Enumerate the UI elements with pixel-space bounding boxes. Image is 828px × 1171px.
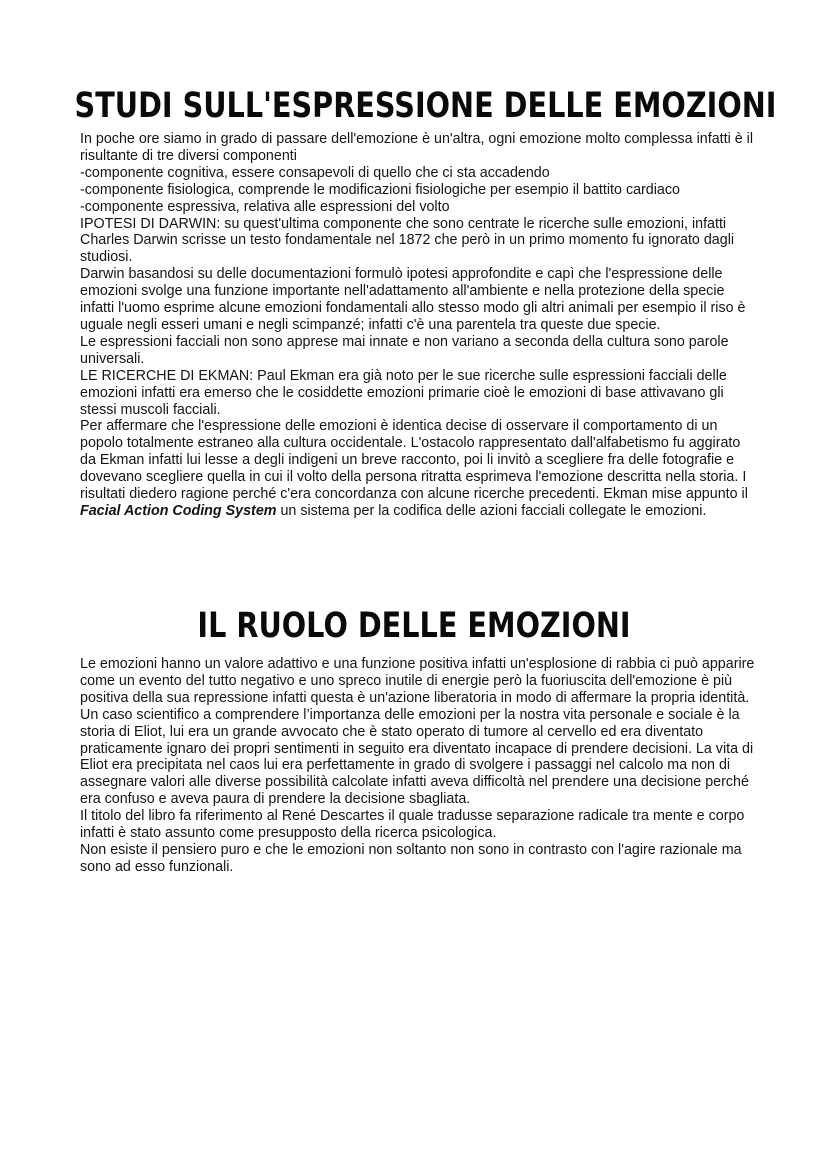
paragraph: Le emozioni hanno un valore adattivo e una funzione positiva infatti un'esplosione di rabbia ci può apparire come un evento del tutto negativo e uno spreco inutile di energie però la fuoriuscita dell'emozione è più positiva della sua repressione infatti questa è un'azione liberatoria in modo di affermare la propria identità. bbox=[80, 656, 755, 706]
paragraph: Darwin basandosi su delle documentazioni formulò ipotesi approfondite e capì che l'espressione delle emozioni svolge una funzione importante nell'adattamento all'ambiente e nella protezione della specie infatti l'uomo esprime alcune emozioni fondamentali allo stesso modo gli altri animali per esempio il riso è uguale negli esseri umani e negli scimpanzé; infatti c'è una parentela tra queste due specie. bbox=[80, 266, 746, 333]
section-title-ruolo: IL RUOLO DELLE EMOZIONI bbox=[197, 606, 631, 646]
section-body-studi bbox=[80, 131, 760, 520]
facs-term: Facial Action Coding System bbox=[80, 502, 277, 519]
paragraph: Il titolo del libro fa riferimento al René Descartes il quale tradusse separazione radicale tra mente e corpo infatti è stato assunto come presupposto della ricerca psicologica. bbox=[80, 808, 745, 842]
paragraph: In poche ore siamo in grado di passare dell'emozione è un'altra, ogni emozione molto complessa infatti è il risultante di tre diversi componenti bbox=[80, 131, 754, 164]
paragraph: LE RICERCHE DI EKMAN: Paul Ekman era già noto per le sue ricerche sulle espressioni facciali delle emozioni infatti era emerso che le cosiddette emozioni primarie cioè le emozioni di base attivavano gli stessi muscoli facciali. bbox=[80, 367, 727, 418]
paragraph-ekman-experiment bbox=[80, 418, 760, 519]
paragraph: Un caso scientifico a comprendere l’importanza delle emozioni per la nostra vita personale e sociale è la storia di Eliot, lui era un grande avvocato che è stato operato di tumore al cervello ed era diventato praticamente ignaro dei propri sentimenti in seguito era diventato incapace di prendere decisioni. La vita di Eliot era precipitata nel caos lui era perfettamente in grado di svolgere i passaggi nel calcolo ma non di assegnare valori alle diverse possibilità calcolate infatti aveva difficoltà nel prendere una decisione perché era confuso e aveva paura di prendere la decisione sbagliata. bbox=[80, 706, 754, 808]
paragraph: IPOTESI DI DARWIN: su quest'ultima componente che sono centrate le ricerche sulle emozioni, infatti Charles Darwin scrisse un testo fondamentale nel 1872 che però in un primo momento fu ignorato dagli studiosi. bbox=[80, 215, 735, 266]
paragraph: -componente fisiologica, comprende le modificazioni fisiologiche per esempio il battito cardiaco bbox=[80, 181, 680, 198]
paragraph: Non esiste il pensiero puro e che le emozioni non soltanto non sono in contrasto con l'agire razionale ma sono ad esso funzionali. bbox=[80, 841, 742, 875]
paragraph: Le espressioni facciali non sono apprese mai innate e non variano a seconda della cultura sono parole universali. bbox=[80, 333, 729, 367]
paragraph-text: Per affermare che l'espressione delle emozioni è identica decise di osservare il comportamento di un popolo totalmente estraneo alla cultura occidentale. L'ostacolo rappresentato dall'alfabetismo fu aggirato da Ekman infatti lui lesse a degli indigeni un breve racconto, poi li invitò a scegliere fra delle fotografie e dovevano scegliere quella in cui il volto della persona ritratta esprimeva l'emozione descritta nella storia. I risultati diedero ragione perché c'era concordanza con alcune ricerche precedenti. Ekman mise appunto il bbox=[80, 418, 748, 503]
paragraph-text-tail: un sistema per la codifica delle azioni facciali collegate le emozioni. bbox=[276, 502, 707, 519]
section-title-studi: STUDI SULL'ESPRESSIONE DELLE EMOZIONI bbox=[74, 86, 777, 126]
paragraph: -componente espressiva, relativa alle espressioni del volto bbox=[80, 198, 450, 215]
paragraph: -componente cognitiva, essere consapevoli di quello che ci sta accadendo bbox=[80, 164, 550, 181]
section-body-ruolo bbox=[80, 656, 760, 876]
